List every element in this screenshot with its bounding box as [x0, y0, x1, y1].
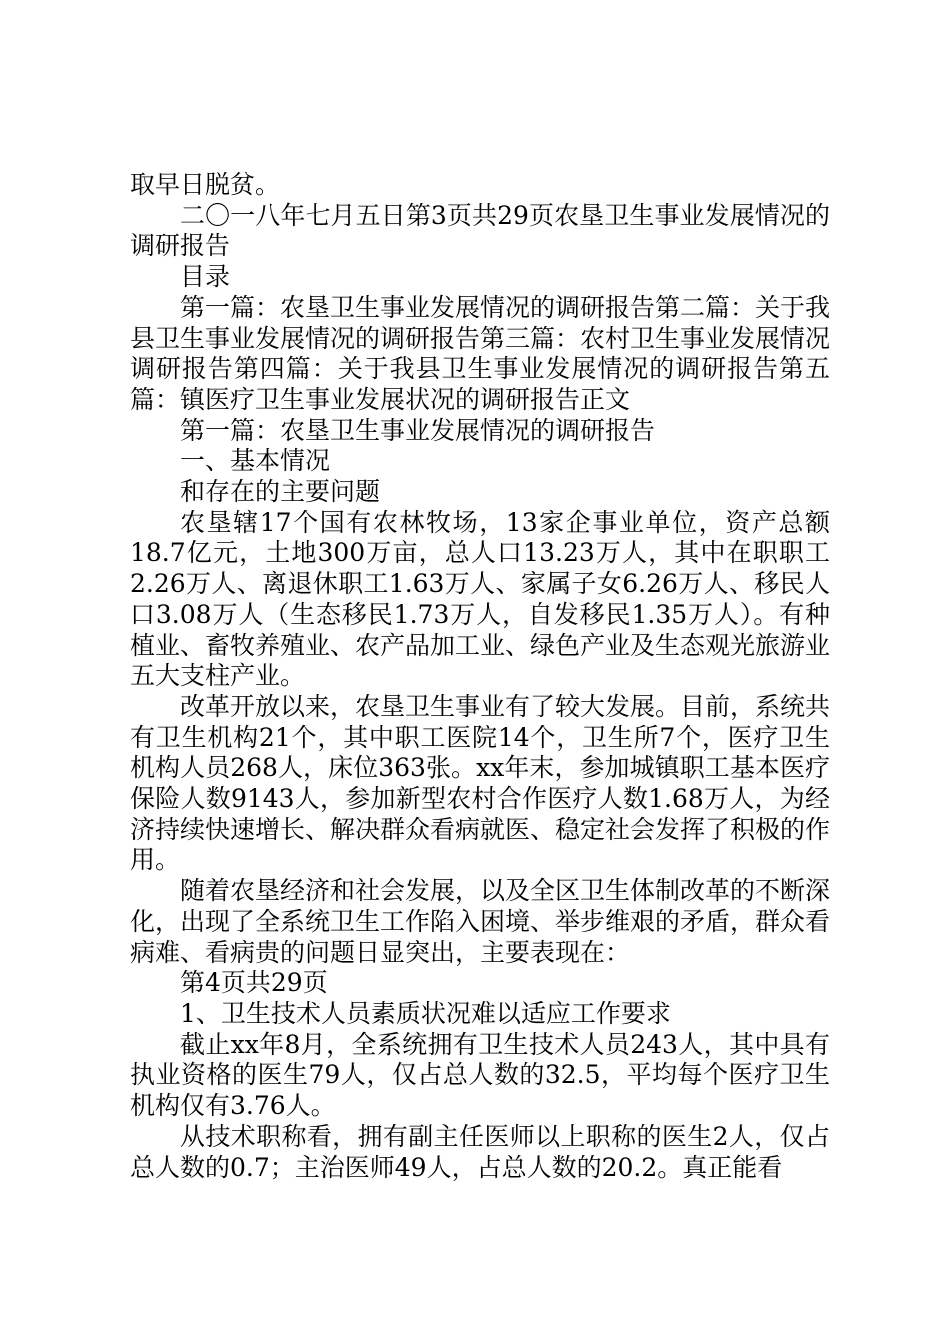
page-footer-text: 第4页共29页 — [180, 968, 328, 998]
section-heading: 一、基本情况 — [180, 446, 331, 476]
paragraph-staff-stats: 截止xx年8月，全系统拥有卫生技术人员243人，其中具有执业资格的医生79人，仅占总人数的32.5，平均每个医疗卫生机构仅有3.76人。 — [130, 1029, 830, 1121]
paragraph-problems: 随着农垦经济和社会发展，以及全区卫生体制改革的不断深化，出现了全系统卫生工作陷入困境、举步维艰的矛盾，群众看病难、看病贵的问题日显突出，主要表现在： — [130, 876, 831, 967]
paragraph-date-footer-title: 二〇一八年七月五日第3页共29页农垦卫生事业发展情况的调研报告 — [130, 200, 830, 261]
subsection-heading: 1、卫生技术人员素质状况难以适应工作要求 — [180, 998, 671, 1028]
chapter-title: 第一篇：农垦卫生事业发展情况的调研报告 — [180, 415, 656, 445]
toc-heading: 目录 — [180, 262, 231, 292]
document-body — [130, 170, 830, 1183]
paragraph-overview: 农垦辖17个国有农林牧场，13家企事业单位，资产总额18.7亿元，土地300万亩，总人口13.23万人，其中在职职工2.26万人、离退休职工1.63万人、家属子女6.26万人、移民人口3.08万人（生态移民1.73万人，自发移民1.35万人）。有种植业、畜牧养殖业、农产品加工业、绿色产业及生态观光旅游业五大支柱产业。 — [130, 507, 831, 691]
toc-entries: 第一篇：农垦卫生事业发展情况的调研报告第二篇：关于我县卫生事业发展情况的调研报告第三篇：农村卫生事业发展情况调研报告第四篇：关于我县卫生事业发展情况的调研报告第五篇：镇医疗卫生事业发展状况的调研报告正文 — [130, 292, 831, 414]
paragraph-continuation: 取早日脱贫。 — [130, 170, 281, 199]
section-heading-continued: 和存在的主要问题 — [180, 477, 381, 507]
paragraph-development: 改革开放以来，农垦卫生事业有了较大发展。目前，系统共有卫生机构21个，其中职工医院14个，卫生所7个，医疗卫生机构人员268人，床位363张。xx年末，参加城镇职工基本医疗保险人数9143人，参加新型农村合作医疗人数1.68万人，为经济持续快速增长、解决群众看病就医、稳定社会发挥了积极的作用。 — [130, 691, 831, 875]
paragraph-title-stats: 从技术职称看，拥有副主任医师以上职称的医生2人，仅占总人数的0.7；主治医师49人，占总人数的20.2。真正能看 — [130, 1121, 830, 1182]
